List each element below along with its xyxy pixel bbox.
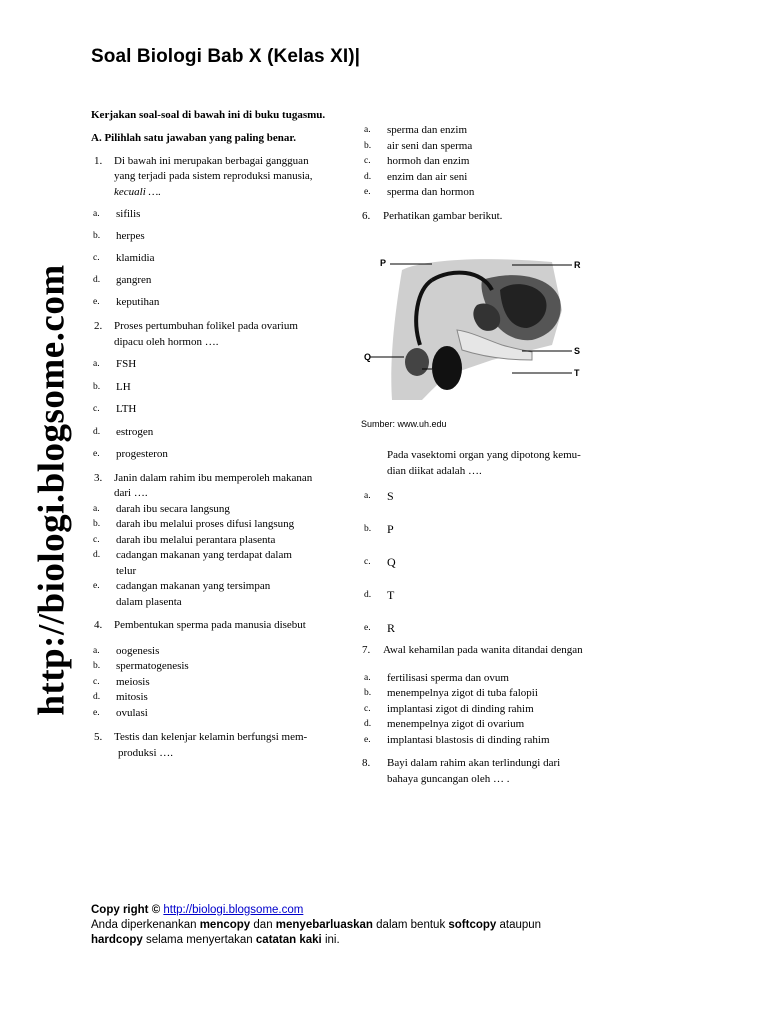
option xyxy=(91,447,341,470)
option xyxy=(362,588,622,621)
option-text: implantasi blastosis di dinding rahim xyxy=(387,733,550,746)
copyright-footer xyxy=(91,903,611,948)
question-6 xyxy=(362,209,622,225)
option-text: menempelnya zigot di tuba falopii xyxy=(387,687,538,699)
option xyxy=(362,702,622,718)
instruction: Kerjakan soal-soal di bawah ini di buku tugasmu. xyxy=(91,109,326,121)
option-letter: c. xyxy=(364,703,371,714)
option-letter: b. xyxy=(364,140,372,151)
option-text: hormoh dan enzim xyxy=(387,155,470,167)
option-letter: e. xyxy=(93,449,100,459)
footer-bold: catatan kaki xyxy=(255,934,322,946)
option xyxy=(362,733,622,749)
option xyxy=(91,229,341,251)
option xyxy=(362,185,622,201)
question-number: 5. xyxy=(94,731,103,743)
option-letter: a. xyxy=(93,359,100,369)
option xyxy=(362,522,622,555)
option xyxy=(91,273,341,295)
option-letter: c. xyxy=(364,557,371,567)
footer-text: selama menyertakan xyxy=(142,934,256,946)
option-text: enzim dan air seni xyxy=(387,170,468,183)
option-letter: e. xyxy=(364,734,371,745)
option-text: mitosis xyxy=(116,691,148,703)
option-text: darah ibu secara langsung xyxy=(116,502,230,515)
option-letter: a. xyxy=(93,645,100,656)
option-text: R xyxy=(387,621,396,635)
option-text: klamidia xyxy=(116,252,155,264)
question-text-line: Proses pertumbuhan folikel pada ovarium xyxy=(114,320,298,332)
option-letter: c. xyxy=(93,676,100,687)
question-text-line: dian diikat adalah …. xyxy=(387,464,482,477)
option xyxy=(362,489,622,522)
option-text: meiosis xyxy=(116,675,150,688)
option xyxy=(91,502,341,518)
option-letter: c. xyxy=(364,156,371,166)
question-text-line: Perhatikan gambar berikut. xyxy=(383,209,503,222)
option-text: ovulasi xyxy=(116,706,148,719)
option-letter: e. xyxy=(93,297,100,307)
title-text: Soal Biologi Bab X (Kelas XI) xyxy=(91,46,355,67)
option xyxy=(91,706,341,722)
option-text: menempelnya zigot di ovarium xyxy=(387,718,525,730)
option xyxy=(91,295,341,317)
option-letter: b. xyxy=(93,519,101,529)
option-letter: b. xyxy=(364,688,372,698)
option-text: oogenesis xyxy=(116,644,160,657)
option xyxy=(362,717,622,733)
option-letter: b. xyxy=(93,381,101,392)
option-text: S xyxy=(387,489,394,503)
copyright-label: Copy right © xyxy=(91,904,164,916)
option xyxy=(91,207,341,229)
question-text-line: Janin dalam rahim ibu memperoleh makanan xyxy=(114,471,313,484)
option-letter: c. xyxy=(93,534,100,545)
option-letter: d. xyxy=(93,426,101,437)
option xyxy=(362,154,622,170)
figure-label-s: S xyxy=(574,346,581,356)
option xyxy=(91,517,341,533)
option xyxy=(362,170,622,186)
option-text: air seni dan sperma xyxy=(387,139,473,152)
option-letter: d. xyxy=(364,590,372,600)
question-number: 7. xyxy=(362,644,371,656)
right-column-bottom xyxy=(362,448,622,787)
option-letter: a. xyxy=(93,503,100,514)
question-text-line: produksi …. xyxy=(118,746,173,759)
option xyxy=(91,579,341,610)
option xyxy=(91,690,341,706)
question-text-line: Testis dan kelenjar kelamin berfungsi mem- xyxy=(114,731,308,743)
option-text: T xyxy=(387,588,395,602)
question-text-line: dari …. xyxy=(114,487,148,499)
watermark-url: http://biologi.blogsome.com xyxy=(31,264,73,716)
question-text-line: Pembentukan sperma pada manusia disebut xyxy=(114,619,306,631)
option-text: sperma dan hormon xyxy=(387,186,475,198)
option-letter: d. xyxy=(364,719,372,729)
figure-label-t: T xyxy=(574,368,580,378)
question-text-line: Awal kehamilan pada wanita ditandai dengan xyxy=(383,644,583,656)
option-letter: a. xyxy=(364,672,371,683)
footer-bold: menyebarluaskan xyxy=(275,919,373,931)
question-6-text xyxy=(362,448,622,479)
option xyxy=(91,675,341,691)
option xyxy=(362,123,622,139)
option-text: sifilis xyxy=(116,208,141,220)
option-letter: a. xyxy=(93,209,100,219)
option xyxy=(91,251,341,273)
question-number: 6. xyxy=(362,209,371,222)
option-text: keputihan xyxy=(116,296,160,308)
option-text: herpes xyxy=(116,230,145,242)
option-text: darah ibu melalui proses difusi langsung xyxy=(116,518,295,530)
question-4 xyxy=(91,618,341,634)
option xyxy=(91,548,341,579)
option-letter: e. xyxy=(364,187,371,197)
footer-text: dalam bentuk xyxy=(372,919,449,931)
question-text-line: Di bawah ini merupakan berbagai gangguan xyxy=(114,154,309,167)
option-text: gangren xyxy=(116,274,152,286)
option-text: Q xyxy=(387,555,396,569)
option-letter: c. xyxy=(93,404,100,414)
option xyxy=(91,402,341,425)
question-text-line: dipacu oleh hormon …. xyxy=(114,335,219,348)
footer-text: ini. xyxy=(321,934,340,946)
question-text-line: Bayi dalam rahim akan terlindungi dari xyxy=(387,757,561,769)
question-7 xyxy=(362,643,622,659)
footer-bold: mencopy xyxy=(199,919,251,931)
option-text: P xyxy=(387,522,394,536)
option-text: darah ibu melalui perantara plasenta xyxy=(116,533,276,546)
question-8 xyxy=(362,756,622,787)
option-letter: b. xyxy=(93,661,101,671)
footer-bold: hardcopy xyxy=(91,934,143,946)
question-text-line: Pada vasektomi organ yang dipotong kemu- xyxy=(387,449,581,461)
figure-label-q: Q xyxy=(364,352,372,362)
option-letter: b. xyxy=(364,524,372,534)
question-text-line: yang terjadi pada sistem reproduksi manusia, xyxy=(114,170,313,182)
option-text: cadangan makanan yang tersimpan xyxy=(116,580,271,592)
question-number: 1. xyxy=(94,154,103,167)
option-letter: d. xyxy=(364,171,372,182)
question-text-line: kecuali …. xyxy=(114,185,162,198)
option-text: spermatogenesis xyxy=(116,660,189,672)
right-column-top xyxy=(362,123,622,224)
option-text: FSH xyxy=(116,358,137,370)
option xyxy=(91,380,341,403)
option xyxy=(362,686,622,702)
option-text: LTH xyxy=(116,403,137,415)
option xyxy=(91,644,341,660)
footer-text: ataupun xyxy=(496,919,542,931)
reproductive-system-figure xyxy=(362,250,584,405)
question-number: 2. xyxy=(94,320,103,332)
footer-text: Anda diperkenankan xyxy=(91,919,200,931)
option-letter: e. xyxy=(93,581,100,591)
blog-link[interactable]: http://biologi.blogsome.com xyxy=(163,904,304,916)
option-letter: d. xyxy=(93,692,101,702)
option-text: LH xyxy=(116,380,131,393)
section-a-heading: A. Pilihlah satu jawaban yang paling benar. xyxy=(91,132,296,144)
figure-label-p: P xyxy=(380,258,387,268)
question-number: 3. xyxy=(94,471,103,484)
option xyxy=(362,621,622,641)
question-number: 8. xyxy=(362,757,371,769)
footer-text: dan xyxy=(250,919,276,931)
question-5 xyxy=(91,730,341,761)
option xyxy=(91,425,341,448)
option-text-cont: dalam plasenta xyxy=(116,595,182,608)
option-text: progesteron xyxy=(116,448,168,460)
figure-source: Sumber: www.uh.edu xyxy=(361,419,447,429)
footer-bold: softcopy xyxy=(448,919,497,931)
option-text: cadangan makanan yang terdapat dalam xyxy=(116,549,292,561)
option-letter: e. xyxy=(364,623,371,633)
question-text-line: bahaya guncangan oleh … . xyxy=(387,772,510,785)
option xyxy=(91,357,341,380)
option xyxy=(91,533,341,549)
option-letter: a. xyxy=(364,491,371,501)
option-text: fertilisasi sperma dan ovum xyxy=(387,671,509,684)
option-letter: c. xyxy=(93,253,100,263)
option-letter: d. xyxy=(93,550,101,560)
option-letter: e. xyxy=(93,707,100,718)
option-text: implantasi zigot di dinding rahim xyxy=(387,702,534,715)
question-2 xyxy=(91,319,341,350)
question-number: 4. xyxy=(94,619,103,631)
option-text: estrogen xyxy=(116,425,154,438)
question-3 xyxy=(91,471,341,502)
option xyxy=(362,139,622,155)
figure-label-r: R xyxy=(574,260,581,270)
option-text: sperma dan enzim xyxy=(387,124,468,136)
option-letter: b. xyxy=(93,231,101,241)
page-title xyxy=(91,46,360,68)
option-letter: d. xyxy=(93,275,101,285)
option xyxy=(362,555,622,588)
question-1 xyxy=(91,154,341,201)
left-column xyxy=(91,107,341,761)
option xyxy=(362,671,622,687)
option-letter: a. xyxy=(364,125,371,135)
option-text-cont: telur xyxy=(116,564,137,577)
option xyxy=(91,659,341,675)
text-cursor: | xyxy=(354,46,361,67)
